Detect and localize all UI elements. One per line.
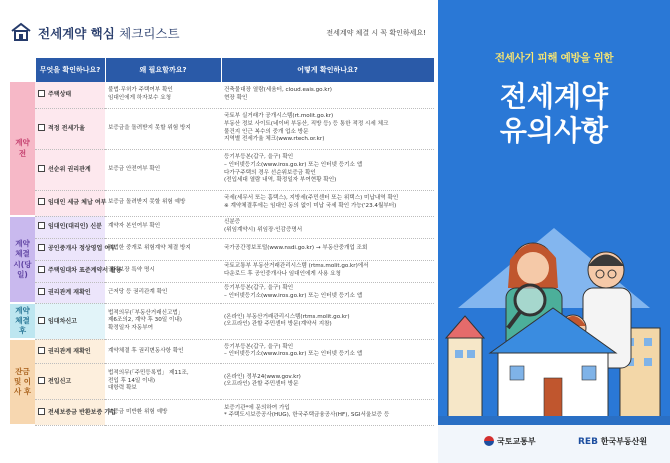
how-text: 다가구주택의 경우 선순위보증금 확인	[224, 169, 316, 176]
check-item-label: 적정 전세가율	[48, 124, 85, 132]
why-text: 확정일자 자동부여	[108, 324, 154, 331]
check-item-label: 공인중개사 정상영업 여부	[48, 245, 116, 253]
how-text: (온라인) 정부24(www.gov.kr)	[224, 373, 301, 380]
checkbox[interactable]	[38, 90, 45, 97]
checkbox[interactable]	[38, 377, 45, 384]
check-item-label: 전세보증금 반환보증 가입	[48, 408, 116, 416]
why-text: 계약체결 후 권리변동사항 확인	[108, 347, 184, 354]
why-text: 보증금 돌려받지 못할 위험 예방	[108, 199, 186, 206]
checkbox[interactable]	[38, 165, 45, 172]
group-label: 잔금 및 이사 후	[10, 339, 35, 425]
how-text: – 인터넷등기소(www.iros.go.kr) 또는 인터넷 등기소 앱	[224, 292, 363, 299]
checkbox[interactable]	[38, 347, 45, 354]
table-row	[10, 190, 434, 216]
table-row	[10, 339, 434, 363]
how-text: ※ 계약체결후에는 임대인 동의 없이 미납 국세 확인 가능('23.4월부터)	[224, 203, 397, 209]
check-item-label: 전입신고	[48, 377, 72, 385]
promo-title: 전세계약 유의사항	[499, 80, 609, 148]
why-text: 대항력 확보	[108, 385, 137, 392]
why-text: 임대인에게 하자보수 요청	[108, 94, 171, 101]
col-header-why: 왜 필요할까요?	[105, 58, 221, 82]
header-note: 전세계약 체결 시 꼭 확인하세요!	[326, 29, 426, 37]
col-header-how: 어떻게 확인하나요?	[221, 58, 434, 82]
table-row	[10, 399, 434, 425]
why-cell	[105, 363, 221, 399]
why-cell	[105, 216, 221, 238]
table-header-row	[10, 58, 434, 82]
why-text: 보증금 미반환 위험 예방	[108, 408, 168, 415]
how-text: 부동산 정보 사이트(네이버 부동산, 직방 등) 등 통한 적정 시세 체크	[224, 120, 389, 127]
check-item[interactable]	[35, 108, 105, 149]
check-item-label: 권리관계 재확인	[48, 347, 91, 355]
why-cell	[105, 399, 221, 425]
check-item[interactable]	[35, 363, 105, 399]
table-row	[10, 260, 434, 282]
how-cell	[221, 363, 434, 399]
how-cell	[221, 399, 434, 425]
how-cell	[221, 339, 434, 363]
how-cell	[221, 190, 434, 216]
why-text: 법적의무(「주민등록법」 제11조,	[108, 370, 189, 377]
table-row	[10, 238, 434, 260]
how-text: 현장 확인	[224, 94, 248, 101]
how-text: * 주택도시보증공사(HUG), 한국주택금융공사(HF), SGI서울보증 등	[224, 412, 390, 419]
why-cell	[105, 82, 221, 108]
why-text: 보증금 안전여부 확인	[108, 165, 161, 172]
checkbox[interactable]	[38, 222, 45, 229]
group-label: 계약 전	[10, 82, 35, 216]
how-text: 등기부등본(갑구, 을구) 확인	[224, 284, 294, 291]
table-row	[10, 216, 434, 238]
check-item-label: 임대차신고	[48, 317, 77, 325]
how-text: (위임계약시) 위임장·인감증명서	[224, 227, 303, 233]
checklist-table	[10, 58, 435, 426]
how-text: (오프라인) 관할 주민센터 방문(계약서 지참)	[224, 321, 332, 328]
why-text: 적법한 중개로 위험계약 체결 방지	[108, 245, 191, 252]
check-item-label: 임대인 세금 체납 여부	[48, 199, 107, 207]
taegeuk-icon	[484, 436, 494, 446]
page-title: 전세계약 핵심 체크리스트	[38, 26, 180, 41]
checklist-header	[10, 22, 430, 42]
why-text: 제6조의2, 계약 후 30일 이내)	[108, 317, 182, 324]
check-item-label: 주택임대차 표준계약서 활용	[48, 267, 122, 275]
table-row	[10, 82, 434, 108]
why-cell	[105, 260, 221, 282]
check-item[interactable]	[35, 238, 116, 260]
logo-reb: REB 한국부동산원	[578, 437, 648, 447]
check-item[interactable]	[35, 303, 105, 339]
check-item[interactable]	[35, 399, 116, 425]
group-label: 계약체결후	[10, 303, 35, 339]
how-text: 지역별 전세가율 체크(www.rtech.or.kr)	[224, 136, 325, 143]
check-item[interactable]	[35, 216, 105, 238]
check-item-label: 권리관계 재확인	[48, 288, 91, 296]
checkbox[interactable]	[38, 288, 45, 295]
how-text: (온라인) 부동산거래관리시스템(rtms.molit.go.kr)	[224, 313, 350, 320]
how-cell	[221, 82, 434, 108]
check-item[interactable]	[35, 190, 105, 216]
logo-molit: 국토교통부	[484, 436, 536, 447]
how-text: 물건지 인근 복수의 중개 업소 방문	[224, 128, 309, 135]
table-row	[10, 149, 434, 190]
table-row	[10, 108, 434, 149]
how-cell	[221, 149, 434, 190]
check-item-label: 임대인(대리인) 신분	[48, 223, 102, 231]
how-text: 건축물대장 열람(세움터, cloud.eais.go.kr)	[224, 87, 332, 94]
check-item[interactable]	[35, 260, 122, 282]
why-text: 전입 후 14일 이내)	[108, 377, 156, 384]
group-label: 계약체결시(당일)	[10, 216, 35, 303]
table-row	[10, 282, 434, 303]
how-text: 등기부등본(갑구, 을구) 확인	[224, 154, 294, 161]
why-cell	[105, 108, 221, 149]
how-text: 등기부등본(갑구, 을구) 확인	[224, 343, 294, 350]
how-text: 국가공간정보포털(www.nsdi.go.kr) → 부동산중개업 조회	[224, 245, 368, 252]
check-item[interactable]	[35, 149, 105, 190]
table-row	[10, 363, 434, 399]
why-cell	[105, 282, 221, 303]
checkbox[interactable]	[38, 124, 45, 131]
why-text: 근저당 등 권리관계 확인	[108, 288, 168, 295]
how-text: 국토부 실거래가 공개시스템(rt.molit.go.kr)	[224, 113, 334, 120]
checkbox[interactable]	[38, 266, 45, 273]
why-text: 권리보장 특약 명시	[108, 267, 155, 274]
how-text: 국토교통부 부동산거래관리시스템 (rtms.molit.go.kr)에서	[224, 263, 369, 270]
why-cell	[105, 339, 221, 363]
promo-subtitle: 전세사기 피해 예방을 위한	[494, 52, 614, 64]
how-cell	[221, 282, 434, 303]
how-cell	[221, 260, 434, 282]
check-item[interactable]	[35, 339, 105, 363]
how-cell	[221, 216, 434, 238]
check-item-label: 주택상태	[48, 91, 72, 99]
check-item-label: 선순위 권리관계	[48, 165, 91, 173]
checkbox[interactable]	[38, 198, 45, 205]
how-text: – 인터넷등기소(www.iros.go.kr) 또는 인터넷 등기소 앱	[224, 161, 363, 168]
family-house-illustration	[438, 188, 670, 433]
how-text: (오프라인) 관할 주민센터 방문	[224, 381, 299, 388]
how-text: 다운로드 후 공인중개사나 임대인에게 사용 요청	[224, 271, 341, 277]
table-row	[10, 303, 434, 339]
check-item[interactable]	[35, 282, 105, 303]
col-header-what: 무엇을 확인하나요?	[35, 58, 105, 82]
how-text: 국세(세무서 또는 홈택스), 지방세(주민센터 또는 위택스) 미납내역 확인	[224, 195, 399, 202]
why-cell	[105, 303, 221, 339]
how-text: – 인터넷등기소(www.iros.go.kr) 또는 인터넷 등기소 앱	[224, 351, 363, 358]
why-text: 보증금을 돌려받지 못할 위험 방지	[108, 124, 191, 131]
why-cell	[105, 238, 221, 260]
house-icon	[10, 22, 32, 42]
how-cell	[221, 108, 434, 149]
why-text: 계약자 본인여부 확인	[108, 223, 161, 230]
how-cell	[221, 238, 434, 260]
how-text: 보증기관*에 문의하여 가입	[224, 404, 290, 411]
why-cell	[105, 149, 221, 190]
why-cell	[105, 190, 221, 216]
checkbox[interactable]	[38, 244, 45, 251]
checkbox[interactable]	[38, 408, 45, 415]
how-cell	[221, 303, 434, 339]
footer-logos	[438, 425, 670, 463]
why-text: 불법·무허가 주택여부 확인	[108, 87, 173, 94]
why-text: 법적의무(「부동산거래신고법」	[108, 309, 184, 316]
checkbox[interactable]	[38, 317, 45, 324]
how-text: 신분증	[224, 219, 241, 226]
check-item[interactable]	[35, 82, 105, 108]
how-text: (전입세대 열람 내역, 확정일자 부여현황 확인)	[224, 177, 337, 184]
promo-panel	[438, 0, 670, 463]
